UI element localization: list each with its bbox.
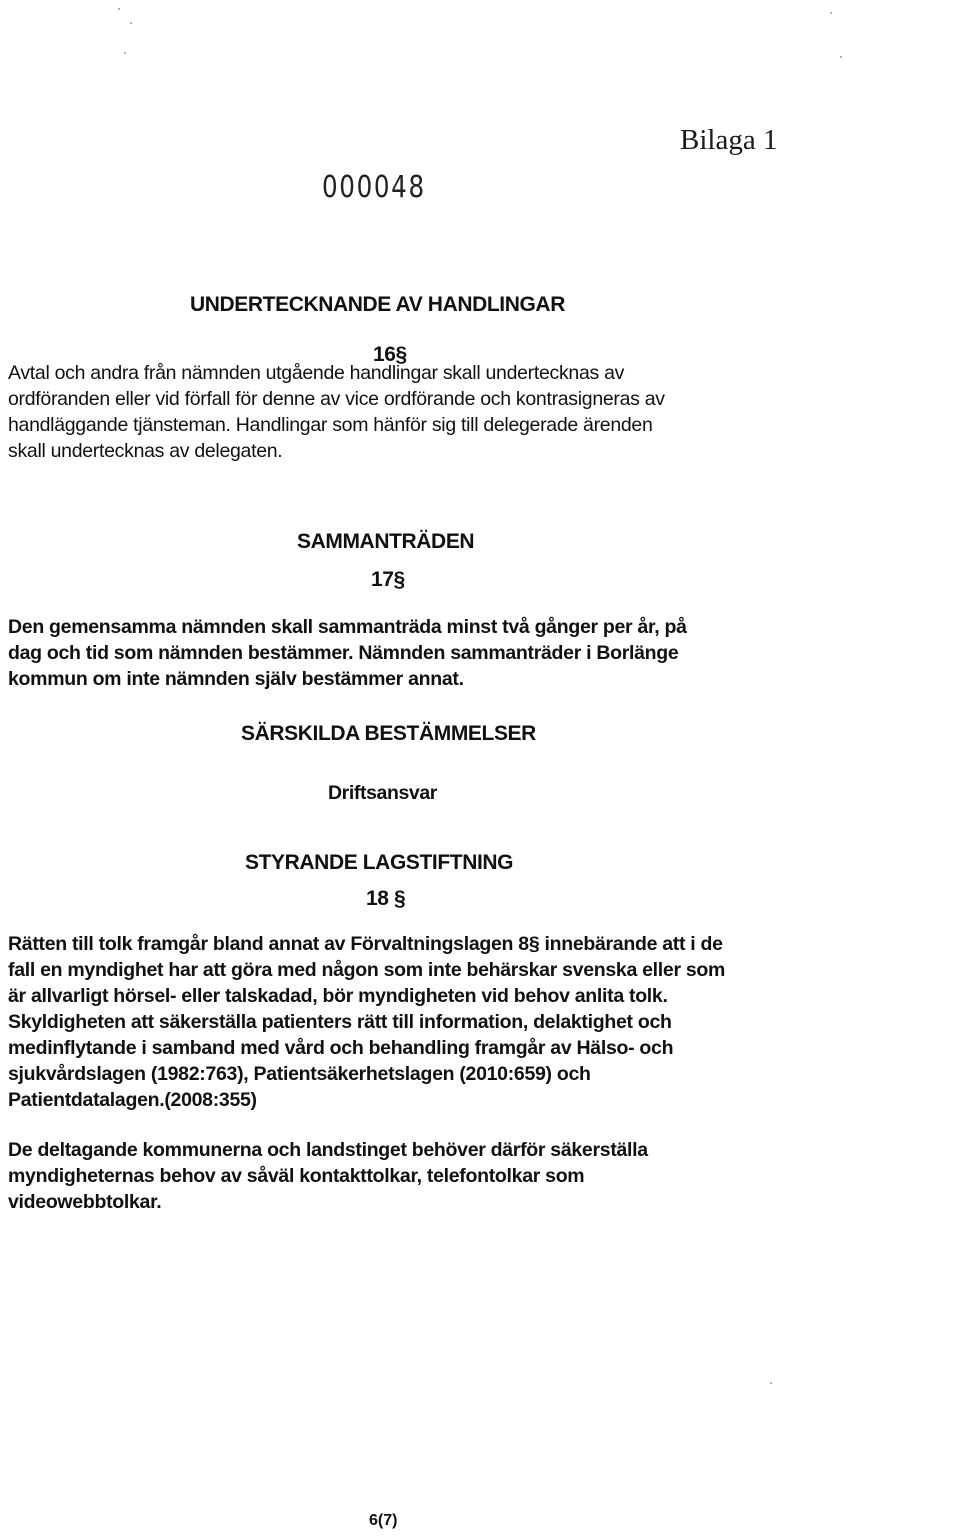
text-line: Skyldigheten att säkerställa patienters rätt till information, delaktighet och [8, 1011, 672, 1033]
text-line: sjukvårdslagen (1982:763), Patientsäkerhetslagen (2010:659) och [8, 1063, 591, 1085]
text-line: är allvarligt hörsel- eller talskadad, bör myndigheten vid behov anlita tolk. [8, 985, 668, 1007]
scan-speck [130, 22, 132, 24]
section-heading-sammantraden: SAMMANTRÄDEN [297, 530, 475, 553]
paragraph-number-18: 18 § [366, 887, 406, 910]
text-line: ordföranden eller vid förfall för denne av vice ordförande och kontrasigneras av [8, 388, 665, 410]
scan-speck [770, 1382, 772, 1384]
text-line: kommun om inte nämnden själv bestämmer annat. [8, 668, 464, 690]
section-heading-sarskilda: SÄRSKILDA BESTÄMMELSER [241, 722, 536, 745]
document-stamp-number: 000048 [322, 170, 426, 205]
text-line: dag och tid som nämnden bestämmer. Nämnden sammanträder i Borlänge [8, 642, 679, 664]
section-heading-underteckning: UNDERTECKNANDE AV HANDLINGAR [190, 293, 565, 316]
scan-speck [118, 8, 120, 10]
section-text-sammantraden [8, 614, 687, 692]
section-text-deltagande [8, 1137, 648, 1215]
text-line: Avtal och andra från nämnden utgående handlingar skall undertecknas av [8, 362, 625, 384]
text-line: skall undertecknas av delegaten. [8, 440, 283, 462]
section-heading-styrande: STYRANDE LAGSTIFTNING [245, 851, 514, 874]
paragraph-number-16: 16§ [373, 343, 407, 366]
scan-speck [124, 52, 126, 54]
section-text-styrande [8, 931, 725, 1113]
paragraph-number-17: 17§ [371, 568, 405, 591]
section-text-underteckning [8, 360, 665, 464]
scan-speck [840, 56, 842, 58]
text-line: Patientdatalagen.(2008:355) [8, 1089, 257, 1111]
text-line: fall en myndighet har att göra med någon som inte behärskar svenska eller som [8, 959, 726, 981]
text-line: handläggande tjänsteman. Handlingar som hänför sig till delegerade ärenden [8, 414, 653, 436]
attachment-label: Bilaga 1 [680, 124, 778, 156]
scan-speck [830, 12, 832, 14]
text-line: myndigheternas behov av såväl kontakttolkar, telefontolkar som [8, 1165, 585, 1187]
subheading-driftsansvar: Driftsansvar [328, 782, 438, 804]
text-line: Den gemensamma nämnden skall sammanträda minst två gånger per år, på [8, 616, 687, 638]
page-number: 6(7) [369, 1512, 398, 1529]
text-line: medinflytande i samband med vård och behandling framgår av Hälso- och [8, 1037, 674, 1059]
text-line: Rätten till tolk framgår bland annat av Förvaltningslagen 8§ innebärande att i de [8, 933, 723, 955]
text-line: De deltagande kommunerna och landstinget behöver därför säkerställa [8, 1139, 648, 1161]
text-line: videowebbtolkar. [8, 1191, 162, 1213]
